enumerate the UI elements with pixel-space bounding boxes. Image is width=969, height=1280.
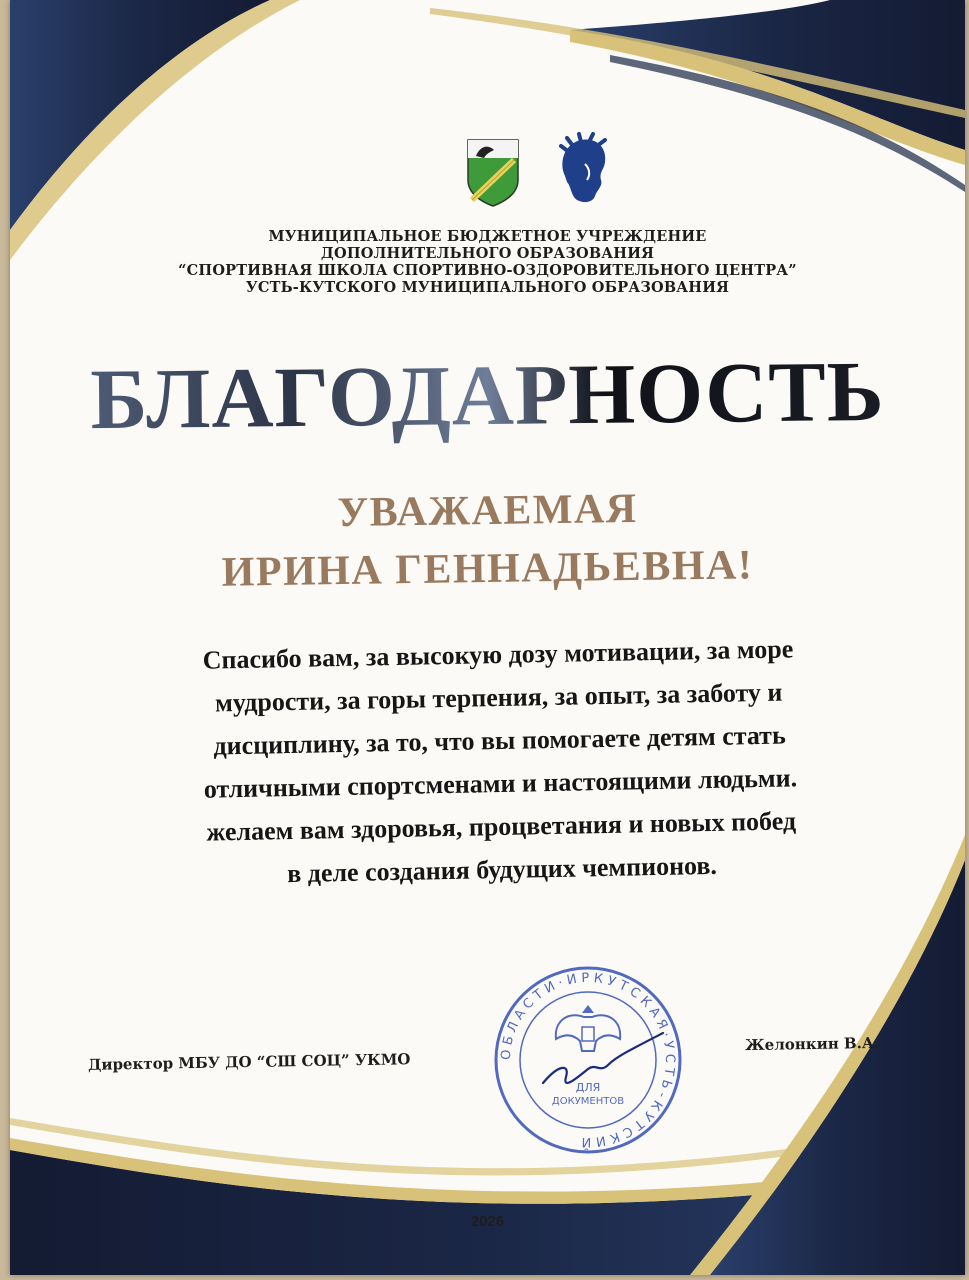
year-label: 2026: [470, 1213, 505, 1230]
svg-text:О Б Л А С Т И · И Р К У Т С К: [499, 971, 677, 1150]
certificate-sheet: [10, 0, 965, 1275]
message-line: дисциплину, за то, что вы помогаете детям стать: [213, 720, 786, 761]
institution-line: “СПОРТИВНАЯ ШКОЛА СПОРТИВНО-ОЗДОРОВИТЕЛЬНОГО ЦЕНТРА”: [178, 262, 797, 279]
laurel-head-icon: [561, 134, 605, 202]
coat-of-arms-icon: [468, 140, 518, 206]
message-line: мудрости, за горы терпения, за опыт, за заботу и: [214, 677, 783, 718]
institution-line: МУНИЦИПАЛЬНОЕ БЮДЖЕТНОЕ УЧРЕЖДЕНИЕ: [268, 228, 707, 245]
institution-line: ДОПОЛНИТЕЛЬНОГО ОБРАЗОВАНИЯ: [320, 245, 655, 262]
institution-line: УСТЬ-КУТСКОГО МУНИЦИПАЛЬНОГО ОБРАЗОВАНИЯ: [245, 279, 730, 296]
message-line: в деле создания будущих чемпионов.: [286, 850, 718, 889]
top-right-wave: [570, 0, 965, 150]
director-position: Директор МБУ ДО “СШ СОЦ” УКМО: [87, 1050, 411, 1074]
header-logos: [460, 130, 620, 210]
stamp-center-line2: ДОКУМЕНТОВ: [551, 1096, 625, 1107]
institution-name: [10, 228, 965, 296]
message-line: Спасибо вам, за высокую дозу мотивации, за море: [202, 634, 794, 675]
double-headed-eagle-icon: [556, 1005, 620, 1051]
page-title: БЛАГОДАРНОСТЬ: [10, 340, 965, 450]
message-line: желаем вам здоровья, процветания и новых побед: [206, 806, 797, 847]
greeting-name: ИРИНА ГЕННАДЬЕВНА!: [221, 542, 754, 596]
director-name: Желонкин В.А.: [744, 1033, 880, 1055]
official-stamp: [488, 965, 688, 1155]
stamp-center-line1: ДЛЯ: [575, 1081, 601, 1094]
gratitude-message: [68, 625, 933, 899]
message-line: отличными спортсменами и настоящими людьми.: [203, 763, 798, 804]
handwritten-signature: [543, 1033, 663, 1083]
stamp-ring-text: О Б Л А С Т И · И Р К У Т С К А Я · У С Т Ь - К У Т С К И Й: [498, 970, 678, 1150]
greeting-line: УВАЖАЕМАЯ: [337, 485, 638, 537]
